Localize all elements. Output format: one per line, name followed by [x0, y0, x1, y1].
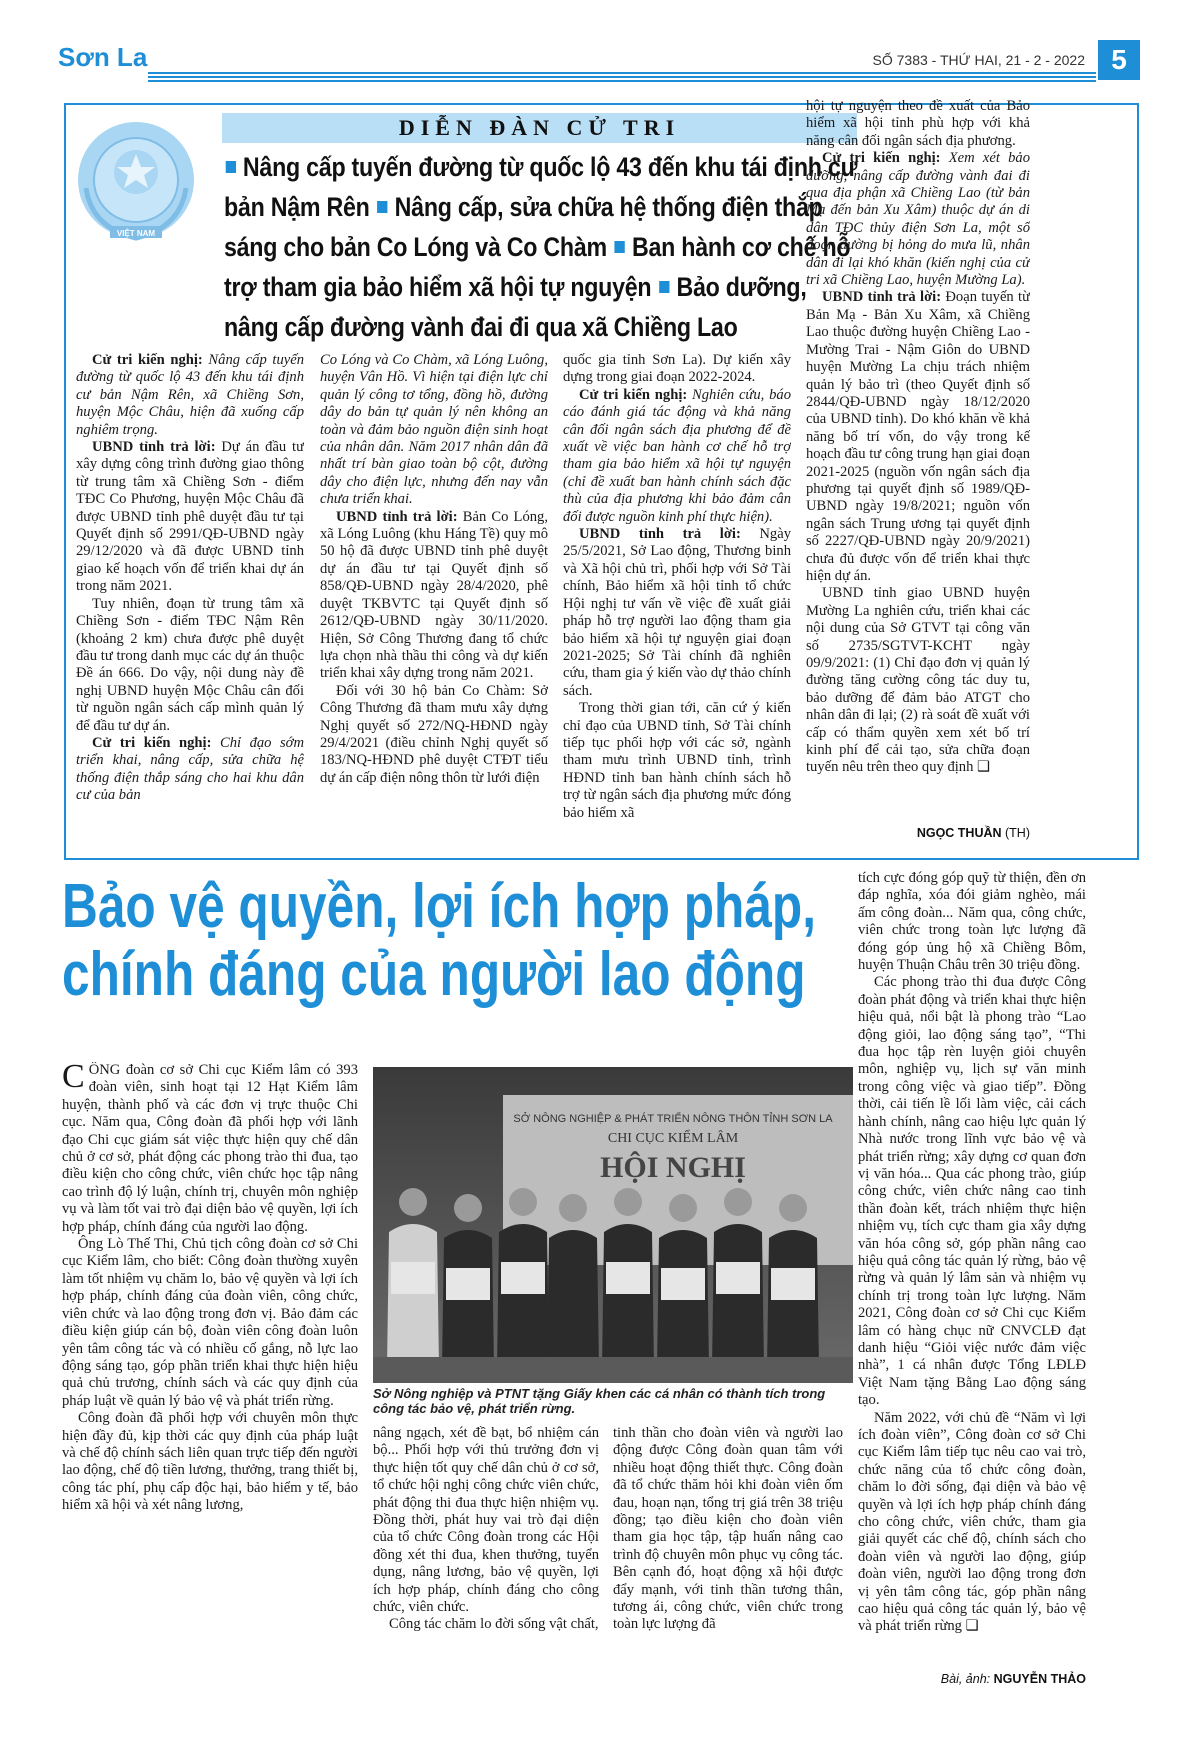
- paragraph-text: Đối với 30 hộ bản Co Chàm: Sở Công Thương đã tham mưu xây dựng Nghị quyết số 272/NQ-HĐND ngày 29/4/2021 (điều chỉnh Nghị quyết số 183/NQ-HĐND phê duyệt CTĐT tiểu dự án cấp điện nông thôn từ lưới điện: [320, 682, 548, 786]
- forum-column-3: [563, 352, 791, 822]
- article-column-3: [613, 1425, 843, 1685]
- article-headline: Bảo vệ quyền, lợi ích hợp pháp, chính đáng của người lao động: [62, 872, 817, 1009]
- forum-title: [224, 147, 864, 347]
- forum-author: NGỌC THUẦN: [916, 826, 1002, 840]
- paragraph: [858, 870, 1086, 974]
- forum-title-item: Bảo dưỡng, nâng cấp đường vành đai đi qua xã Chiềng Lao: [224, 272, 807, 342]
- paragraph-text: Năm 2022, với chủ đề “Năm vì lợi ích đoàn viên”, Công đoàn cơ sở Chi cục Kiểm lâm tiếp tục nêu cao vai trò, chức năng của tổ chức công đoàn, chăm lo đời sống, đại diện và bảo vệ quyền và lợi ích hợp pháp chính đáng cho công chức, viên chức, tham gia giải quyết các chế độ, chính sách cho đoàn viên và người lao động, giúp đoàn viên, người lao động trong đơn vị yên tâm công tác, góp phần nâng cao hiệu quả công tác quản lý, bảo vệ và phát triển rừng ❑: [858, 1409, 1086, 1635]
- emblem-text: VIỆT NAM: [116, 229, 156, 238]
- photo-banner-line1: SỞ NÔNG NGHIỆP & PHÁT TRIỂN NÔNG THÔN TỈNH SƠN LA: [513, 1113, 833, 1125]
- article-column-2: [373, 1425, 599, 1685]
- paragraph-text: Dự án đầu tư xây dựng công trình đường giao thông từ trung tâm xã Chiềng Sơn - điểm TĐC Co Phương, huyện Mộc Châu đã được UBND tỉnh phê duyệt đầu tư tại Quyết định số 2991/QĐ-UBND ngày 29/12/2020 và đã được UBND tỉnh giao kế hoạch vốn để triển khai dự án trong năm 2021.: [76, 439, 304, 595]
- paragraph-text: Ông Lò Thế Thi, Chủ tịch công đoàn cơ sở Chi cục Kiểm lâm, cho biết: Công đoàn thường xuyên làm tốt nhiệm vụ chăm lo, bảo vệ quyền và lợi ích hợp pháp, chính đáng của đoàn viên, công chức, viên chức và lao động trong đơn vị. Bảo đảm các điều kiện giúp cán bộ, đoàn viên công đoàn luôn yên tâm công tác và có nhiều cố gắng, nỗ lực lao động sáng tạo, góp phần triển khai thực hiện hiệu quả chủ trương, chính sách và các quy định của pháp luật về quản lý bảo vệ và phát triển rừng.: [62, 1236, 358, 1409]
- paragraph-lead: Cử tri kiến nghị:: [822, 150, 941, 167]
- certificate-frame-icon: [771, 1268, 815, 1300]
- paragraph-lead: UBND tỉnh trả lời:: [336, 508, 458, 525]
- paragraph-text: Nâng cấp tuyến đường từ quốc lộ 43 đến khu tái định cư bản Nậm Rên, xã Chiềng Sơn, huyện Mộc Châu, hiện đã xuống cấp nghiêm trọng.: [76, 352, 304, 438]
- paragraph-text: Công tác chăm lo đời sống vật chất,: [389, 1616, 599, 1633]
- paragraph: [76, 596, 304, 735]
- paragraph: [806, 289, 1030, 585]
- paragraph-text: tích cực đóng góp quỹ từ thiện, đền ơn đáp nghĩa, xóa đói giảm nghèo, mái ấm công đoàn... Năm qua, công chức, viên chức trong toàn lực lượng đã đóng góp ủng hộ xã Chiềng Bôm, huyện Thuận Châu trên 30 triệu đồng.: [858, 870, 1086, 974]
- section-name: Sơn La: [58, 42, 148, 72]
- paragraph: [320, 683, 548, 787]
- square-bullet-icon: [377, 201, 387, 213]
- paragraph: [320, 509, 548, 683]
- article-column-1-text: [62, 1062, 358, 1515]
- forum-column-1: [76, 352, 304, 822]
- forum-column-2: [320, 352, 548, 822]
- paragraph-lead: Cử tri kiến nghị:: [92, 734, 212, 751]
- certificate-frame-icon: [391, 1262, 435, 1294]
- paragraph-text: ÔNG đoàn cơ sở Chi cục Kiểm lâm có 393 đoàn viên, sinh hoạt tại 12 Hạt Kiểm lâm huyện, thành phố và các đơn vị trực thuộc Chi cục. Năm qua, Công đoàn đã phối hợp với lãnh đạo Chi cục giám sát việc thực hiện quy chế dân chủ ở cơ sở, phát động các phong trào thi đua, tạo điều kiện cho công chức, viên chức học tập nâng cao trình độ lý luận, chính trị, chuyên môn nghiệp vụ và làm tốt vai trò đại diện bảo vệ quyền, lợi ích hợp pháp, chính đáng của người lao động.: [62, 1062, 358, 1235]
- award-ceremony-photo: [373, 1067, 853, 1383]
- paragraph: [563, 352, 791, 387]
- certificate-frame-icon: [716, 1262, 760, 1294]
- square-bullet-icon: [659, 281, 669, 293]
- paragraph-text: Bản Co Lóng, xã Lóng Luông (khu Háng Tề) quy mô 50 hộ đã được UBND tỉnh phê duyệt dự án đầu tư tại Quyết định số 858/QĐ-UBND ngày 28/4/2020, phê duyệt TKBVTC tại Quyết định số 2612/QĐ-UBND ngày 30/11/2020. Hiện, Sở Công Thương đang tổ chức lựa chọn nhà thầu thi công và dự kiến triển khai xây dựng trong năm 2021.: [320, 508, 548, 682]
- forum-signature: [806, 826, 1030, 840]
- paragraph: [76, 735, 304, 805]
- square-bullet-icon: [226, 161, 236, 173]
- paragraph-text: Co Lóng và Co Chàm, xã Lóng Luông, huyện Vân Hồ. Vì hiện tại điện lực chỉ quản lý công tơ tổng, đồng hồ, đường dây do bản tự quản lý nên không an toàn và đảm bảo nguồn điện sinh hoạt của nhân dân. Năm 2017 nhân dân đã nhất trí bàn giao toàn bộ cột, đường dây cho điện lực, nhưng đến nay vẫn chưa triển khai.: [320, 352, 548, 508]
- paragraph-text: Trong thời gian tới, căn cứ ý kiến chỉ đạo của UBND tỉnh, Sở Tài chính tiếp tục phối hợp với các sở, ngành tham mưu trình UBND tỉnh, trình HĐND tỉnh ban hành chính sách hỗ trợ từ ngân sách địa phương mức đóng bảo hiểm xã: [563, 700, 791, 821]
- paragraph: [76, 439, 304, 596]
- paragraph: [563, 526, 791, 700]
- paragraph-text: hội tự nguyện theo đề xuất của Bảo hiểm xã hội tỉnh phù hợp với khả năng cân đối ngân sách địa phương.: [806, 98, 1030, 149]
- article-author: NGUYỄN THẢO: [993, 1672, 1086, 1686]
- paragraph-text: Chỉ đạo sớm triển khai, nâng cấp, sửa chữa hệ thống điện thắp sáng cho hai khu dân cư của bản: [76, 734, 304, 804]
- paragraph: [320, 352, 548, 509]
- paragraph: [563, 387, 791, 526]
- square-bullet-icon: [615, 241, 625, 253]
- paragraph-text: Ngày 25/5/2021, Sở Lao động, Thương binh và Xã hội chủ trì, phối hợp với Sở Tài chính, Bảo hiểm xã hội tỉnh tổ chức Hội nghị tư vấn về việc đề xuất giải pháp hỗ trợ người lao động tham gia bảo hiểm xã hội tự nguyện giai đoạn 2021-2025; Sở Tài chính đã nghiên cứu, tham gia ý kiến vào dự thảo chính sách.: [563, 526, 791, 699]
- paragraph: [858, 974, 1086, 1409]
- article-column-4: [858, 870, 1086, 1670]
- paragraph-text: quốc gia tỉnh Sơn La). Dự kiến xây dựng trong giai đoạn 2022-2024.: [563, 352, 791, 386]
- paragraph-text: Xem xét bảo dưỡng, nâng cấp đường vành đai đi qua địa phận xã Chiềng Lao (từ bản Mạ đến bản Xu Xâm) thuộc dự án di dân TĐC thủy điện Sơn La, một số đoạn đường bị hỏng do mưa lũ, nhân dân đi lại khó khăn (kiến nghị của cử tri xã Chiềng Lao, huyện Mường La).: [806, 150, 1030, 289]
- paragraph-text: Tuy nhiên, đoạn từ trung tâm xã Chiềng Sơn - điểm TĐC Nậm Rên (khoảng 2 km) chưa được phê duyệt đầu tư trong danh mục các dự án thuộc Đề án 666. Do vậy, nội dung này đề nghị UBND huyện Mộc Châu cân đối từ nguồn ngân sách cấp mình quản lý để đầu tư dự án.: [76, 595, 304, 734]
- forum-title-item: Ban hành cơ chế hỗ trợ tham gia bảo hiểm xã hội tự nguyện: [224, 232, 851, 302]
- article-credit-prefix: Bài, ảnh:: [940, 1672, 994, 1686]
- paragraph: [62, 1062, 358, 1236]
- paragraph-lead: UBND tỉnh trả lời:: [92, 439, 216, 456]
- paragraph-text: Đoạn tuyến từ Bản Mạ - Bản Xu Xâm, xã Chiềng Lao thuộc đường huyện Chiềng Lao - Mường Trai - Nậm Giôn do UBND huyện Mường La chịu trách nhiệm quản lý bảo trì (theo Quyết định số 2844/QĐ-UBND ngày 18/12/2020 của UBND tỉnh). Do khó khăn về khả năng bố trí vốn, do vậy trong kế hoạch đầu tư công trung hạn giai đoạn 2021-2025 (nguồn vốn ngân sách địa phương tại quyết định số 1989/QĐ-UBND ngày 19/8/2021; nguồn vốn ngân sách Trung ương tại quyết định số 2227/QĐ-UBND ngày 20/9/2021) chưa đủ được vốn để triển khai thực hiện dự án.: [806, 289, 1030, 584]
- certificate-frame-icon: [446, 1268, 490, 1300]
- paragraph-lead: UBND tỉnh trả lời:: [579, 526, 741, 543]
- forum-kicker: DIỄN ĐÀN CỬ TRI: [222, 113, 857, 143]
- forum-author-suffix: (TH): [1001, 826, 1030, 840]
- paragraph-text: Công đoàn đã phối hợp với chuyên môn thực hiện đầy đủ, kịp thời các quy định của pháp luật và chế độ chính sách liên quan trực tiếp đến người lao động, chế độ tiền lương, thưởng, trang thiết bị, công tác phí, phụ cấp độc hại, bảo hiểm y tế, bảo hiểm xã hội và xét nâng lương,: [62, 1410, 358, 1514]
- article-column-1: [62, 1062, 358, 1552]
- paragraph-lead: Cử tri kiến nghị:: [579, 386, 688, 403]
- paragraph: [613, 1425, 843, 1634]
- certificate-frame-icon: [661, 1268, 705, 1300]
- certificate-frame-icon: [606, 1262, 650, 1294]
- paragraph-text: UBND tỉnh giao UBND huyện Mường La nghiên cứu, triển khai các nội dung của Sở GTVT tại công văn số 2735/SGTVT-KCHT ngày 09/9/2021: (1) Chỉ đạo đơn vị quản lý đường tăng cường công tác duy tu, bảo dưỡng để đảm bảo ATGT cho nhân dân đi lại; (2) rà soát đề xuất với cấp có thẩm quyền xem xét bố trí kinh phí để cải tạo, sửa chữa đoạn tuyến nêu trên theo quy định ❑: [806, 585, 1030, 776]
- forum-title-item: Nâng cấp, sửa chữa hệ thống điện thắp sáng cho bản Co Lóng và Co Chàm: [224, 192, 823, 262]
- paragraph: [806, 98, 1030, 150]
- drop-cap: C: [62, 1062, 85, 1095]
- paragraph-text: nâng ngạch, xét đề bạt, bổ nhiệm cán bộ... Phối hợp với thủ trưởng đơn vị thực hiện tốt quy chế dân chủ ở cơ sở, tổ chức hội nghị công chức viên chức, phát động thi đua thực hiện nhiệm vụ. Đồng thời, phát huy vai trò đại diện của tổ chức Công đoàn trong các Hội đồng xét thi đua, khen thưởng, tuyển dụng, nâng lương, bảo vệ quyền, lợi ích hợp pháp, chính đáng cho công chức, viên chức.: [373, 1425, 599, 1616]
- paragraph: [62, 1236, 358, 1410]
- paragraph-lead: UBND tỉnh trả lời:: [822, 289, 942, 306]
- forum-column-4: [806, 98, 1030, 818]
- paragraph: [373, 1616, 599, 1633]
- certificate-frame-icon: [501, 1262, 545, 1294]
- article-credit: [858, 1672, 1086, 1686]
- paragraph: [806, 585, 1030, 776]
- paragraph: [806, 150, 1030, 289]
- paragraph: [62, 1410, 358, 1514]
- paragraph: [563, 700, 791, 822]
- forum-title-item: Nâng cấp tuyến đường từ quốc lộ 43 đến khu tái định cư bản Nậm Rên: [224, 152, 858, 222]
- photo-banner-line3: HỘI NGHỊ: [600, 1151, 746, 1184]
- paragraph-lead: Cử tri kiến nghị:: [92, 352, 203, 368]
- photo-banner-line2: CHI CỤC KIỂM LÂM: [607, 1131, 739, 1146]
- issue-date: SỐ 7383 - THỨ HAI, 21 - 2 - 2022: [872, 52, 1085, 68]
- header-rule: [148, 72, 1096, 82]
- paragraph-text: Các phong trào thi đua được Công đoàn phát động và triển khai thực hiện hiệu quả, nổi bật là phong trào “Lao động giỏi, lao động sáng tạo”, “Thi đua học tập rèn luyện giỏi chuyên môn, nghiệp vụ, lịch sự văn minh trong công việc và giao tiếp”. Đồng thời, cải tiến lề lối làm việc, cải cách hành chính, nâng cao hiệu lực quản lý Nhà nước trong lĩnh vực bảo vệ và phát triển rừng; xây dựng cơ quan đơn vị văn hóa... Qua các phong trào, giúp công chức, viên chức nâng cao tinh thần đoàn kết, trách nhiệm thực hiện nhiệm vụ, tích cực tham gia xây dựng văn hóa công sở, góp phần nâng cao hiệu quả công tác quản lý rừng, bảo vệ rừng và quản lý lâm sản và nhiệm vụ chính trị trong toàn lực lượng. Năm 2021, Công đoàn cơ sở Chi cục Kiểm lâm có hàng chục nữ CNVCLĐ đạt danh hiệu “Giỏi việc nước đảm việc nhà”, 1 cá nhân được Tổng LĐLĐ Việt Nam tặng Bằng Lao động sáng tạo.: [858, 974, 1086, 1409]
- paragraph: [373, 1425, 599, 1616]
- paragraph: [858, 1410, 1086, 1636]
- vietnam-national-emblem-icon: [72, 108, 200, 258]
- paragraph-text: tinh thần cho đoàn viên và người lao động được Công đoàn quan tâm với nhiều hoạt động thiết thực. Công đoàn đã tổ chức thăm hỏi khi đoàn viên ốm đau, hoạn nạn, tổng trị giá trên 38 triệu đồng; tạo điều kiện cho đoàn viên tham gia học tập, tập huấn nâng cao trình độ chuyên môn phục vụ công tác. Bên cạnh đó, hoạt động xã hội được đẩy mạnh, với tinh thần tương thân, tương ái, công chức, viên chức trong toàn lực lượng đã: [613, 1425, 843, 1633]
- page-number: 5: [1098, 40, 1140, 80]
- photo-caption: Sở Nông nghiệp và PTNT tặng Giấy khen các cá nhân có thành tích trong công tác bảo vệ, phát triển rừng.: [373, 1386, 826, 1416]
- paragraph: [76, 352, 304, 439]
- paragraph-text: Nghiên cứu, báo cáo đánh giá tác động và khả năng cân đối ngân sách địa phương để đề xuất về việc ban hành cơ chế hỗ trợ tham gia bảo hiểm xã hội tự nguyện (chỉ đề xuất ban hành chính sách đặc thù của địa phương khi bảo đảm cân đối được nguồn kinh phí thực hiện).: [563, 386, 791, 525]
